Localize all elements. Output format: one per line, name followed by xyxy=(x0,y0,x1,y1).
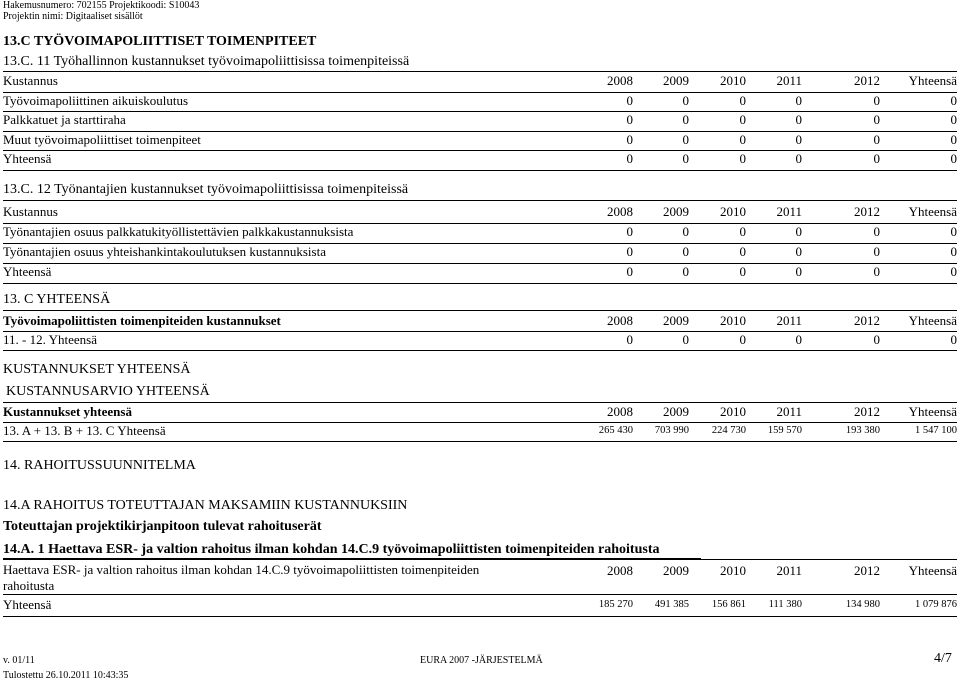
costs-total-title: KUSTANNUKSET YHTEENSÄ xyxy=(3,362,191,377)
table-cell-6: Yhteensä xyxy=(908,204,957,219)
table14a1-header-label-1: Haettava ESR- ja valtion rahoitus ilman kohdan 14.C.9 työvoimapoliittisten toimenpiteiden xyxy=(3,562,480,577)
table-row-label: Työnantajien osuus palkkatukityöllistettävien palkkakustannuksista xyxy=(3,224,354,239)
table-cell-4: 0 xyxy=(795,332,802,347)
header-rule xyxy=(3,331,957,332)
table-cell-3: 2010 xyxy=(720,313,746,328)
table-cell-5: 2012 xyxy=(854,73,880,88)
table-cell-3: 0 xyxy=(739,131,746,147)
table-cell-2: 491 385 xyxy=(654,599,689,610)
table-cell-3: 0 xyxy=(739,224,746,239)
table-cell-2: 0 xyxy=(682,332,689,347)
table-cell-6: 1 547 100 xyxy=(915,425,957,436)
table-cell-4: 2011 xyxy=(776,563,802,578)
table-cell-1: 2008 xyxy=(607,563,633,578)
table-cell-2: 2009 xyxy=(663,204,689,219)
table-cell-5: 0 xyxy=(873,92,880,108)
table-cell-6: 0 xyxy=(950,332,957,347)
section-title-13c: 13.C TYÖVOIMAPOLIITTISET TOIMENPITEET xyxy=(3,34,317,49)
table-cell-1: 0 xyxy=(626,112,633,127)
table-row-label: Työnantajien osuus yhteishankintakoulutuksen kustannuksista xyxy=(3,244,326,259)
table14a1-header-label-2: rahoitusta xyxy=(3,578,55,593)
table-cell-5: 0 xyxy=(873,112,880,127)
table-cell-4: 2011 xyxy=(776,73,802,88)
table-cell-2: 0 xyxy=(682,264,689,279)
table-cell-6: 0 xyxy=(950,131,957,147)
section-14a-title: 14.A RAHOITUS TOTEUTTAJAN MAKSAMIIN KUSTANNUKSIIN xyxy=(3,498,408,513)
row-rule xyxy=(3,170,957,171)
table-row-label: Työvoimapoliittinen aikuiskoulutus xyxy=(3,92,189,108)
application-number: Hakemusnumero: 702155 Projektikoodi: S10043 xyxy=(3,0,200,11)
footer-system: EURA 2007 -JÄRJESTELMÄ xyxy=(420,655,543,666)
table-cell-5: 2012 xyxy=(854,204,880,219)
table-cell-1: 2008 xyxy=(607,404,633,419)
column-header-label: Kustannukset yhteensä xyxy=(3,404,132,419)
table-cell-3: 0 xyxy=(739,244,746,259)
table-cell-4: 111 380 xyxy=(768,599,802,610)
section-14-title: 14. RAHOITUSSUUNNITELMA xyxy=(3,458,196,473)
table11-title: 13.C. 11 Työhallinnon kustannukset työvoimapoliittisissa toimenpiteissä xyxy=(3,54,410,69)
column-header-label: Työvoimapoliittisten toimenpiteiden kustannukset xyxy=(3,313,281,328)
table-cell-4: 0 xyxy=(795,131,802,147)
table-cell-2: 0 xyxy=(682,151,689,166)
table-cell-4: 2011 xyxy=(776,204,802,219)
table-cell-2: 2009 xyxy=(663,404,689,419)
table-cell-3: 2010 xyxy=(720,73,746,88)
table-cell-4: 0 xyxy=(795,224,802,239)
total-rule-top xyxy=(3,310,957,311)
footer-page: 4/7 xyxy=(934,651,952,666)
table-cell-6: Yhteensä xyxy=(908,563,957,578)
table-cell-3: 156 861 xyxy=(711,599,746,610)
table11-rule-top xyxy=(3,71,957,72)
table-cell-2: 703 990 xyxy=(654,425,689,436)
column-header-label: Kustannus xyxy=(3,204,58,219)
table-cell-5: 2012 xyxy=(854,404,880,419)
table-row-label: Yhteensä xyxy=(3,597,52,612)
table-cell-4: 0 xyxy=(795,151,802,166)
table-cell-2: 0 xyxy=(682,112,689,127)
table-cell-3: 0 xyxy=(739,151,746,166)
table-row-label: 13. A + 13. B + 13. C Yhteensä xyxy=(3,423,166,438)
row-rule xyxy=(3,616,957,617)
table-cell-5: 2012 xyxy=(854,313,880,328)
table-cell-4: 2011 xyxy=(776,404,802,419)
table-cell-5: 0 xyxy=(873,264,880,279)
row-rule xyxy=(3,350,957,351)
table-cell-1: 0 xyxy=(626,131,633,147)
table-cell-1: 0 xyxy=(626,244,633,259)
table-cell-1: 185 270 xyxy=(598,599,633,610)
table12-rule-top xyxy=(3,200,957,201)
table-cell-6: Yhteensä xyxy=(908,404,957,419)
table-cell-3: 0 xyxy=(739,332,746,347)
table-cell-1: 265 430 xyxy=(598,425,633,436)
table-cell-3: 224 730 xyxy=(711,425,746,436)
row-rule xyxy=(3,150,957,151)
costs-rule-top xyxy=(3,402,957,403)
footer-version: v. 01/11 xyxy=(3,655,35,666)
table-cell-6: 0 xyxy=(950,224,957,239)
table-cell-6: 1 079 876 xyxy=(915,599,957,610)
section-14a-subtitle: Toteuttajan projektikirjanpitoon tulevat rahoituserät xyxy=(3,519,322,534)
table-cell-5: 193 380 xyxy=(845,425,880,436)
table-cell-3: 2010 xyxy=(720,563,746,578)
table-row-label: Muut työvoimapoliittiset toimenpiteet xyxy=(3,131,201,147)
table-cell-3: 2010 xyxy=(720,204,746,219)
table-cell-6: 0 xyxy=(950,112,957,127)
table-cell-6: Yhteensä xyxy=(908,73,957,88)
table-cell-1: 0 xyxy=(626,264,633,279)
section-13c-total-title: 13. C YHTEENSÄ xyxy=(3,292,111,307)
table14a1-rule-top xyxy=(3,559,957,560)
table-cell-6: Yhteensä xyxy=(908,313,957,328)
project-name: Projektin nimi: Digitaaliset sisällöt xyxy=(3,11,143,22)
table-cell-4: 2011 xyxy=(776,313,802,328)
table-row-label: Palkkatuet ja starttiraha xyxy=(3,112,126,127)
table-cell-4: 0 xyxy=(795,264,802,279)
table-cell-2: 0 xyxy=(682,244,689,259)
table-cell-2: 0 xyxy=(682,224,689,239)
table-cell-2: 0 xyxy=(682,92,689,108)
row-rule xyxy=(3,283,957,284)
table-cell-1: 0 xyxy=(626,332,633,347)
table-cell-1: 2008 xyxy=(607,73,633,88)
table-cell-6: 0 xyxy=(950,151,957,166)
column-header-label: Kustannus xyxy=(3,73,58,88)
table-cell-2: 2009 xyxy=(663,563,689,578)
cost-estimate-title: KUSTANNUSARVIO YHTEENSÄ xyxy=(6,384,210,399)
table-row-label: Yhteensä xyxy=(3,151,52,166)
row-rule xyxy=(3,111,957,112)
table-cell-2: 2009 xyxy=(663,73,689,88)
table-cell-3: 0 xyxy=(739,264,746,279)
table-cell-3: 0 xyxy=(739,92,746,108)
table-cell-5: 0 xyxy=(873,151,880,166)
table-cell-2: 0 xyxy=(682,131,689,147)
table-cell-2: 2009 xyxy=(663,313,689,328)
table-row-label: 11. - 12. Yhteensä xyxy=(3,332,97,347)
table-cell-5: 0 xyxy=(873,332,880,347)
table-cell-1: 0 xyxy=(626,92,633,108)
table-cell-5: 2012 xyxy=(854,563,880,578)
table-cell-4: 159 570 xyxy=(767,425,802,436)
table-cell-4: 0 xyxy=(795,112,802,127)
table-cell-6: 0 xyxy=(950,264,957,279)
table-cell-5: 0 xyxy=(873,131,880,147)
row-rule xyxy=(3,263,957,264)
table-cell-5: 0 xyxy=(873,224,880,239)
table-cell-5: 134 980 xyxy=(845,599,880,610)
table-cell-1: 0 xyxy=(626,151,633,166)
table-row-label: Yhteensä xyxy=(3,264,52,279)
table-cell-5: 0 xyxy=(873,244,880,259)
table-cell-3: 2010 xyxy=(720,404,746,419)
table-cell-3: 0 xyxy=(739,112,746,127)
table-cell-4: 0 xyxy=(795,244,802,259)
table-cell-1: 2008 xyxy=(607,204,633,219)
table12-title: 13.C. 12 Työnantajien kustannukset työvoimapoliittisissa toimenpiteissä xyxy=(3,182,409,197)
table-cell-6: 0 xyxy=(950,244,957,259)
table-cell-6: 0 xyxy=(950,92,957,108)
footer-printed: Tulostettu 26.10.2011 10:43:35 xyxy=(3,670,129,681)
table14a1-title: 14.A. 1 Haettava ESR- ja valtion rahoitus ilman kohdan 14.C.9 työvoimapoliittisten toimenpiteiden rahoitusta xyxy=(3,542,660,557)
table-cell-1: 0 xyxy=(626,224,633,239)
table-cell-1: 2008 xyxy=(607,313,633,328)
row-rule xyxy=(3,441,957,442)
header-rule xyxy=(3,594,957,595)
table-cell-4: 0 xyxy=(795,92,802,108)
